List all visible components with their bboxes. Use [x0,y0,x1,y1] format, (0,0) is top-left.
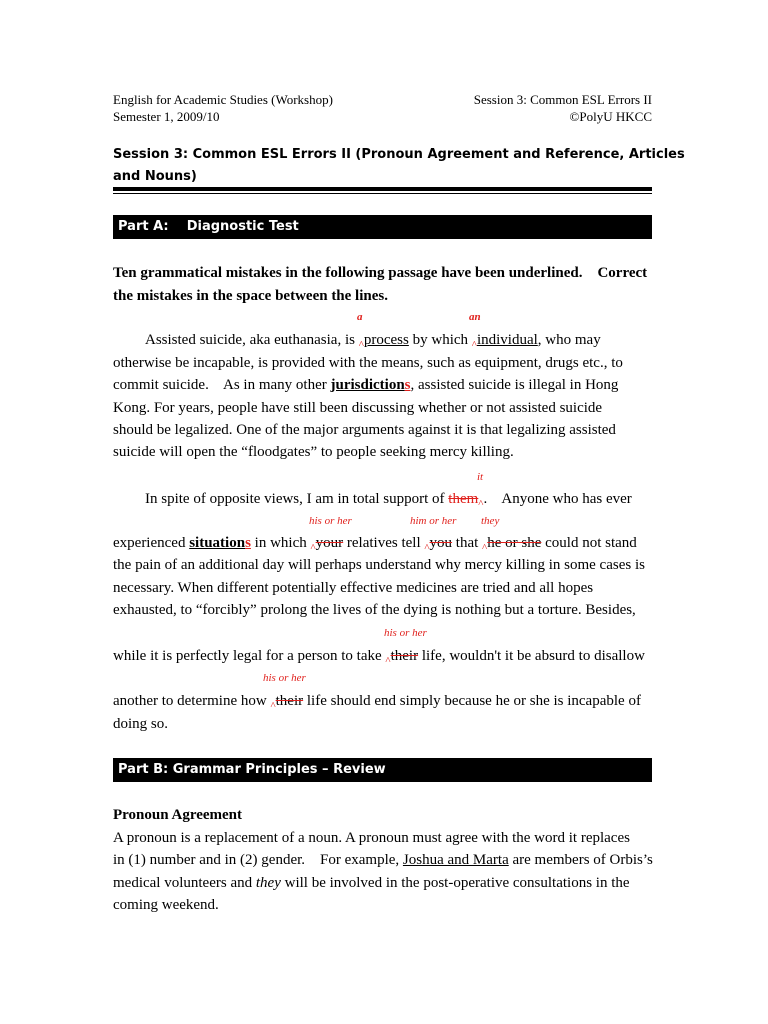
part-a-label: Part A: Diagnostic Test [118,219,299,234]
title-rule-thick [113,187,652,191]
insert-caret-icon: ^ [358,339,364,351]
insert-caret-icon: ^ [385,655,391,667]
p2-line-6: while it is perfectly legal for a person to take $_{\^{}}$their life, wouldn't it be absurd to disallow [113,648,645,667]
title-rule-thin [113,193,652,194]
partb-line-3: medical volunteers and they will be involved in the post-operative consultations in the [113,875,630,891]
insert-caret-icon: ^ [270,700,276,712]
error-your: your [315,535,344,551]
p2-line-5: exhausted, to “forcibly” prolong the lives of the dying is nothing but a torture. Besides, [113,602,636,618]
correction-a: a [357,311,363,323]
correction-it: it [477,471,484,483]
partb-line-2: in (1) number and in (2) gender. For example, Joshua and Marta are members of Orbis’s [113,852,653,868]
insert-caret-icon: ^ [471,339,477,351]
error-them: them [448,491,479,507]
copyright: ©PolyU HKCC [569,109,652,124]
example-subject: Joshua and Marta [402,852,509,868]
p1-line-1: Assisted suicide, aka euthanasia, is $_{\^{}}$process by which $_{\^{}}$individual, who may [145,332,601,351]
error-their-2: their [275,693,304,709]
p1-line-5: should be legalized. One of the major arguments against it is that legalizing assisted [113,422,616,438]
partb-line-4: coming weekend. [113,897,219,913]
error-their-1: their [390,648,419,664]
error-individual: individual [476,332,538,348]
pronoun-agreement-heading: Pronoun Agreement [113,807,243,823]
p1-line-2: otherwise be incapable, is provided with the means, such as equipment, drugs etc., to [113,355,623,371]
p1-line-4: Kong. For years, people have still been discussing whether or not assisted suicide [113,400,603,416]
session-label: Session 3: Common ESL Errors II [473,92,652,107]
correction-s: s [404,377,411,393]
part-b-label: Part B: Grammar Principles – Review [118,762,386,777]
instruction-line-2: the mistakes in the space between the lines. [113,288,388,304]
p2-line-8: doing so. [113,716,169,732]
instruction-line-1: Ten grammatical mistakes in the following passage have been underlined. Correct [113,265,648,281]
correction-his-or-her-3: his or her [263,672,306,684]
correction-s-2: s [245,535,251,551]
error-you: you [429,535,453,551]
insert-caret-icon: ^ [482,542,488,554]
course-name: English for Academic Studies (Workshop) [113,92,333,107]
title-line-1: Session 3: Common ESL Errors II (Pronoun Agreement and Reference, Articles [113,147,685,162]
correction-his-or-her-1: his or her [309,515,352,527]
insert-caret-icon: ^ [424,542,430,554]
header-right [400,91,652,125]
p2-line-2: experienced situations in which $_{\^{}}$your relatives tell $_{\^{}}$you that $_{\^{}}$he or she could not stand [113,535,637,554]
partb-line-1: A pronoun is a replacement of a noun. A pronoun must agree with the word it replaces [113,830,630,846]
correction-they: they [481,515,500,527]
p1-line-3: commit suicide. As in many other jurisdictions, assisted suicide is illegal in Hong [113,377,619,393]
p2-line-4: necessary. When different potentially effective medicines are tried and all hopes [113,580,594,596]
correction-him-or-her: him or her [410,515,457,527]
correction-an: an [469,311,481,323]
error-situation: situation [189,535,246,551]
insert-caret-icon: ^ [310,542,316,554]
insert-caret-icon: ^ [478,498,484,510]
part-b-bar [113,758,652,782]
semester: Semester 1, 2009/10 [113,109,220,124]
title-line-2: and Nouns) [113,169,197,184]
page-title [113,144,685,188]
error-process: process [363,332,409,348]
p2-line-7: another to determine how $_{\^{}}$their life should end simply because he or she is incapable of [113,693,641,712]
p1-line-6: suicide will open the “floodgates” to people seeking mercy killing. [113,444,514,460]
part-a-bar [113,215,652,239]
p2-line-1: In spite of opposite views, I am in total support of them$_{\^{}}$. Anyone who has ever [145,491,632,510]
correction-his-or-her-2: his or her [384,627,427,639]
error-he-or-she: he or she [487,535,542,551]
instructions [113,262,673,308]
p2-line-3: the pain of an additional day will perhaps understand why mercy killing in some cases is [113,557,645,573]
example-pronoun: they [255,875,281,891]
error-jurisdiction: jurisdiction [330,377,405,393]
header-left [113,91,333,125]
